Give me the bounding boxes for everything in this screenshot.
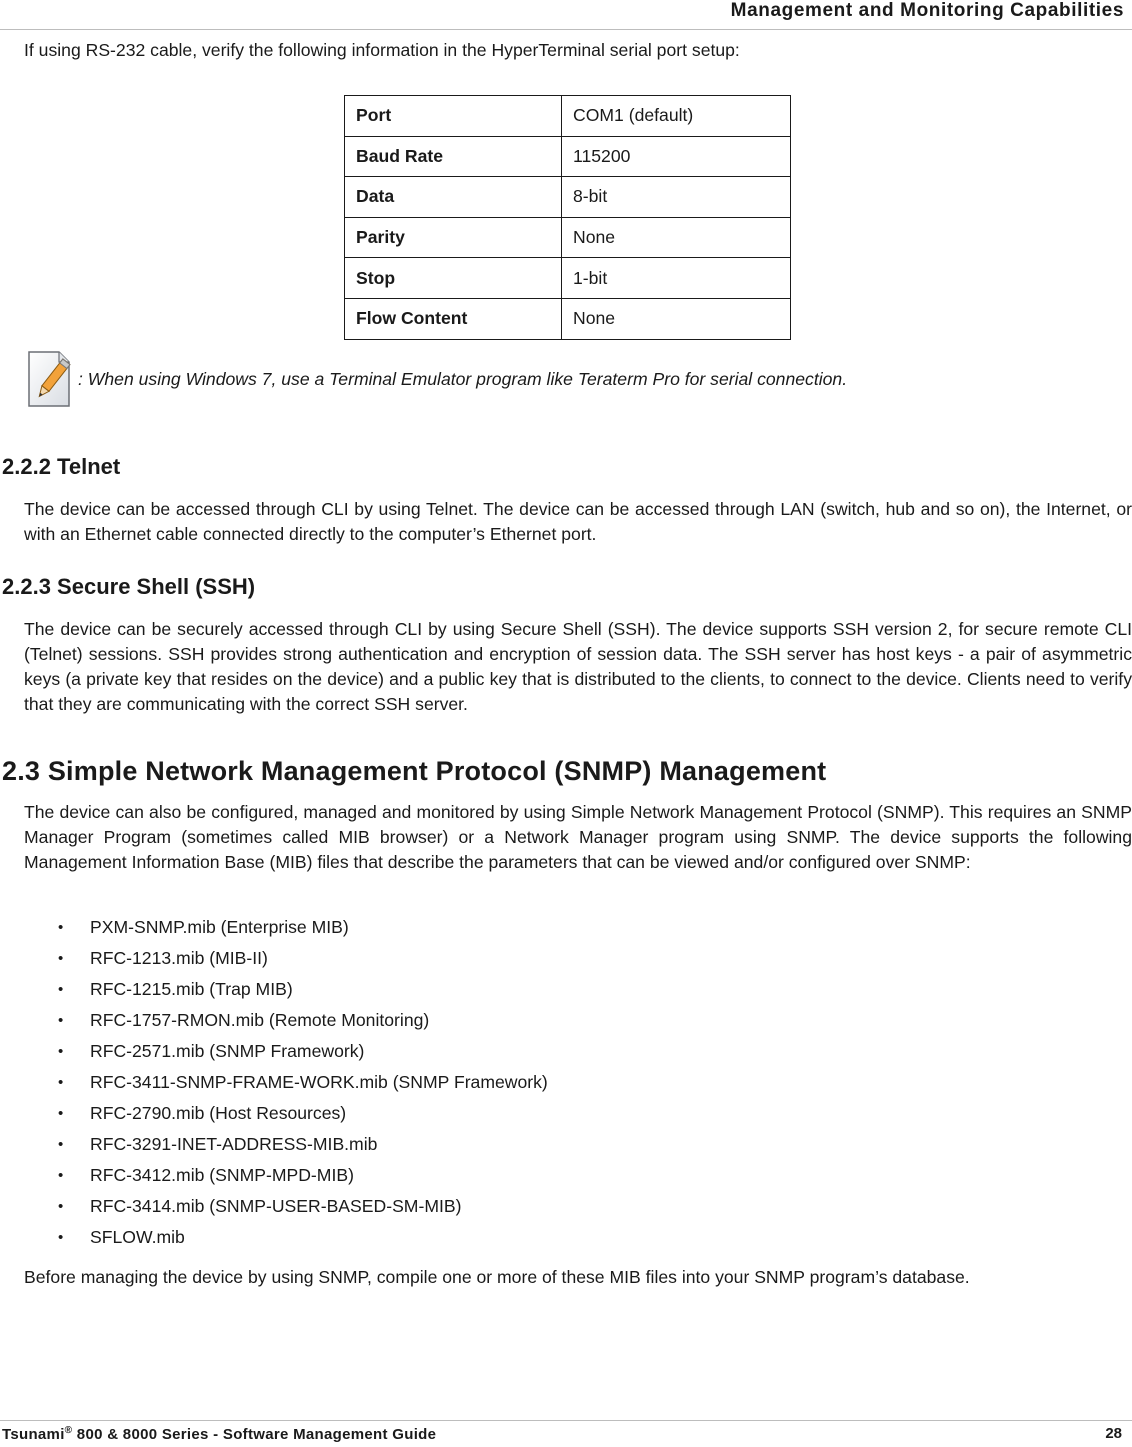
- section-heading-ssh: 2.2.3 Secure Shell (SSH): [2, 574, 256, 599]
- serial-port-settings-table: [344, 95, 791, 340]
- list-item-text: RFC-3411-SNMP-FRAME-WORK.mib (SNMP Framework): [90, 1072, 548, 1092]
- table-key: Port: [345, 96, 562, 137]
- table-row: [345, 258, 791, 299]
- list-item-text: RFC-3412.mib (SNMP-MPD-MIB): [90, 1165, 354, 1185]
- bullet-icon: •: [58, 981, 64, 998]
- footer-document-title: [2, 1425, 436, 1443]
- registered-mark: ®: [64, 1425, 73, 1436]
- footer-title: 800 & 8000 Series - Software Management Guide: [72, 1426, 437, 1443]
- bullet-icon: •: [58, 1229, 64, 1246]
- note-text: : When using Windows 7, use a Terminal Emulator program like Teraterm Pro for serial connection.: [78, 369, 848, 389]
- bullet-icon: •: [58, 1074, 64, 1091]
- list-item-text: SFLOW.mib: [90, 1227, 185, 1247]
- table-value: None: [562, 298, 791, 339]
- snmp-closing-paragraph: Before managing the device by using SNMP, compile one or more of these MIB files into your SNMP program’s database.: [24, 1267, 970, 1287]
- bullet-icon: •: [58, 1136, 64, 1153]
- section-heading-telnet: 2.2.2 Telnet: [2, 454, 121, 479]
- telnet-paragraph: The device can be accessed through CLI by using Telnet. The device can be accessed through LAN (switch, hub and so on), the Internet, or with an Ethernet cable connected directly to the computer’s Ethernet port.: [24, 499, 1132, 544]
- table-key: Baud Rate: [345, 136, 562, 177]
- list-item-text: RFC-1757-RMON.mib (Remote Monitoring): [90, 1010, 430, 1030]
- bullet-icon: •: [58, 1167, 64, 1184]
- table-value: 115200: [562, 136, 791, 177]
- table-row: [345, 298, 791, 339]
- table-value: 8-bit: [562, 177, 791, 218]
- bullet-icon: •: [58, 919, 64, 936]
- table-key: Parity: [345, 217, 562, 258]
- table-row: [345, 177, 791, 218]
- ssh-paragraph: The device can be securely accessed through CLI by using Secure Shell (SSH). The device supports SSH version 2, for secure remote CLI (Telnet) sessions. SSH provides strong authentication and encryption of session data. The SSH server has host keys - a pair of asymmetric keys (a private key that resides on the device) and a public key that is distributed to the clients, to connect to the device. Clients need to verify that they are communicating with the correct SSH server.: [24, 619, 1132, 714]
- footer-brand: Tsunami: [2, 1426, 65, 1443]
- bullet-icon: •: [58, 1198, 64, 1215]
- bullet-icon: •: [58, 1043, 64, 1060]
- table-row: [345, 136, 791, 177]
- bullet-icon: •: [58, 1012, 64, 1029]
- intro-paragraph: If using RS-232 cable, verify the following information in the HyperTerminal serial port setup:: [24, 40, 740, 60]
- bullet-icon: •: [58, 950, 64, 967]
- header-divider: [0, 29, 1132, 30]
- note-pencil-icon: [26, 349, 74, 409]
- section-heading-snmp: 2.3 Simple Network Management Protocol (SNMP) Management: [2, 756, 827, 786]
- table-row: [345, 96, 791, 137]
- list-item-text: RFC-2790.mib (Host Resources): [90, 1103, 347, 1123]
- table-key: Flow Content: [345, 298, 562, 339]
- footer-divider: [0, 1420, 1132, 1421]
- table-row: [345, 217, 791, 258]
- header-title: Management and Monitoring Capabilities: [730, 0, 1124, 21]
- table-value: None: [562, 217, 791, 258]
- table-value: 1-bit: [562, 258, 791, 299]
- list-item-text: RFC-1213.mib (MIB-II): [90, 948, 268, 968]
- table-key: Stop: [345, 258, 562, 299]
- list-item-text: PXM-SNMP.mib (Enterprise MIB): [90, 917, 349, 937]
- snmp-paragraph: The device can also be configured, managed and monitored by using Simple Network Management Protocol (SNMP). This requires an SNMP Manager Program (sometimes called MIB browser) or a Network Manager program using SNMP. The device supports the following Management Information Base (MIB) files that describe the parameters that can be viewed and/or configured over SNMP:: [24, 802, 1132, 872]
- table-value: COM1 (default): [562, 96, 791, 137]
- page-number: 28: [1105, 1425, 1122, 1442]
- bullet-icon: •: [58, 1105, 64, 1122]
- list-item-text: RFC-1215.mib (Trap MIB): [90, 979, 293, 999]
- list-item-text: RFC-3291-INET-ADDRESS-MIB.mib: [90, 1134, 378, 1154]
- table-key: Data: [345, 177, 562, 218]
- list-item-text: RFC-2571.mib (SNMP Framework): [90, 1041, 365, 1061]
- list-item-text: RFC-3414.mib (SNMP-USER-BASED-SM-MIB): [90, 1196, 462, 1216]
